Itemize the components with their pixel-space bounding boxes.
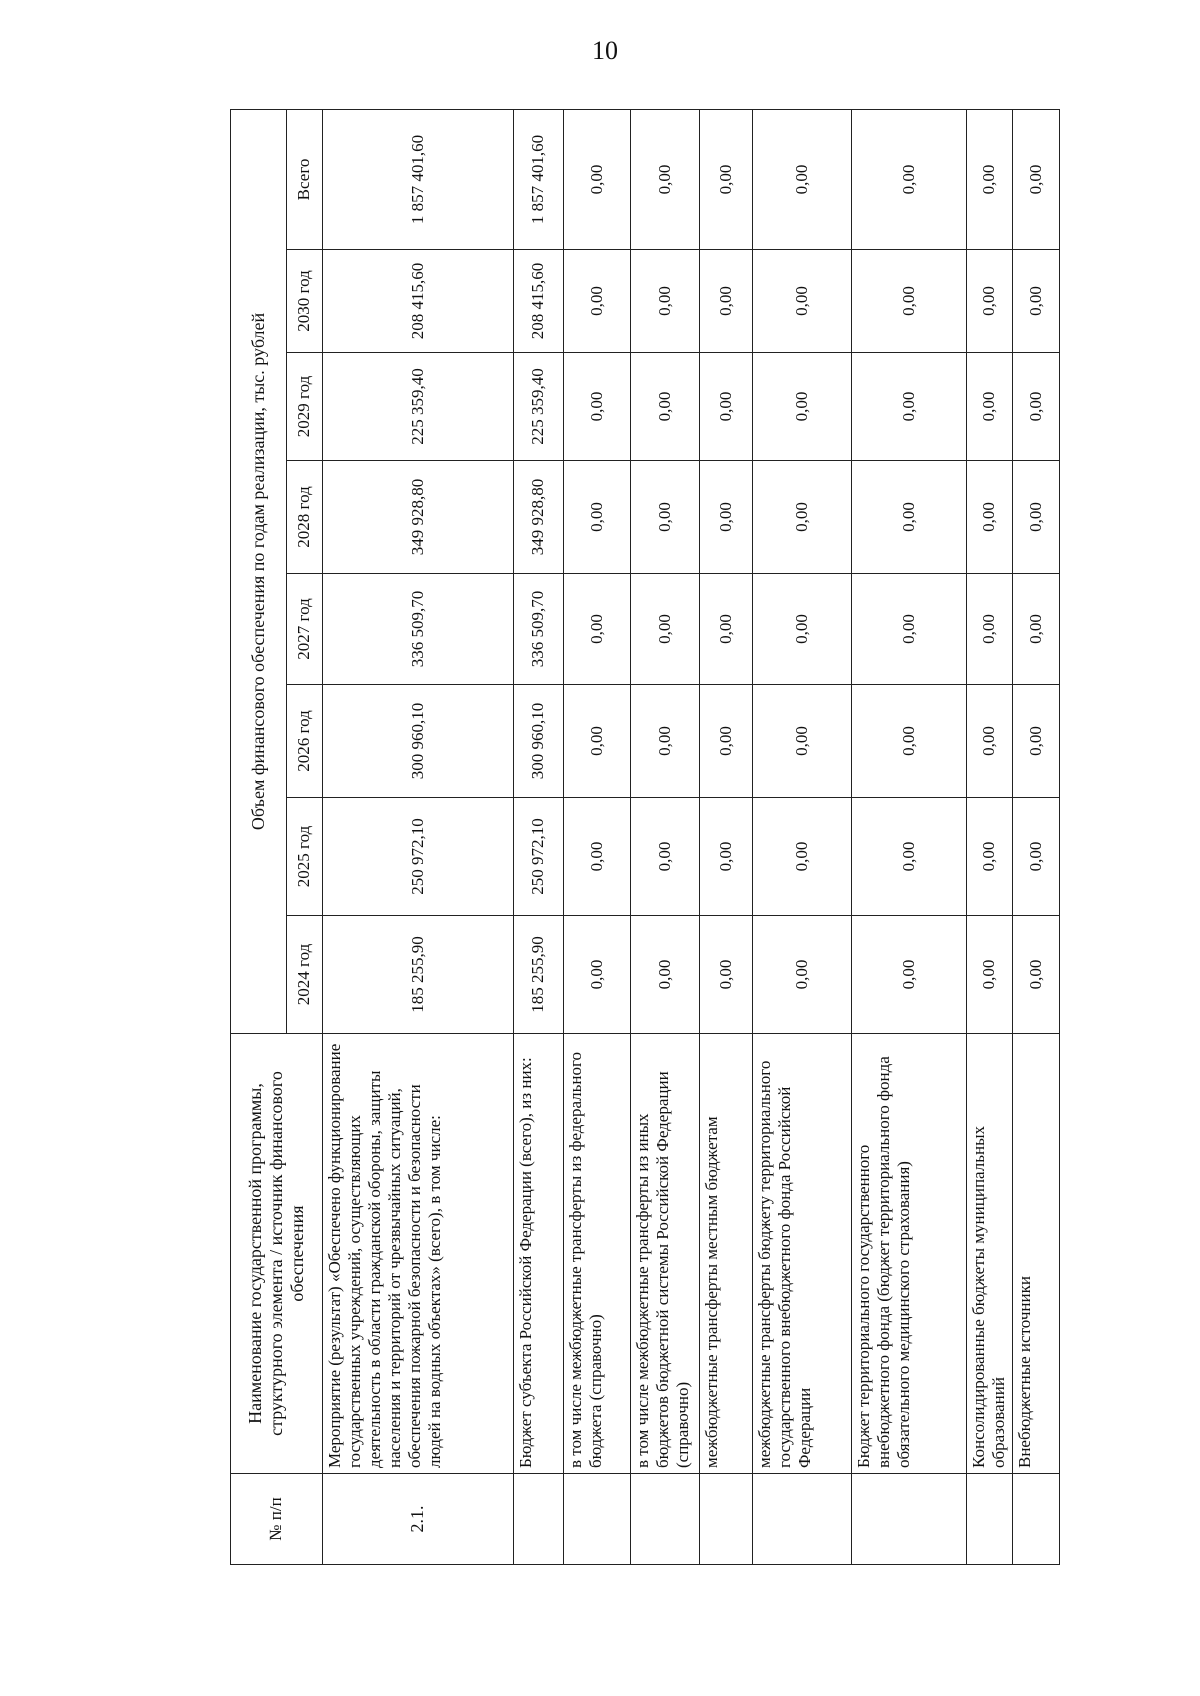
table-row [323, 109, 514, 1564]
row-value: 336 509,70 [323, 574, 514, 685]
row-value: 0,00 [966, 685, 1013, 798]
row-value: 185 255,90 [323, 916, 514, 1034]
row-number [1013, 1474, 1060, 1565]
row-value: 0,00 [1013, 250, 1060, 353]
row-value: 0,00 [852, 461, 967, 574]
table-row [1013, 109, 1060, 1564]
row-value: 0,00 [564, 461, 631, 574]
row-value: 0,00 [631, 353, 700, 461]
row-value: 0,00 [700, 109, 753, 249]
row-value: 0,00 [752, 685, 851, 798]
row-name: в том числе межбюджетные трансферты из иных бюджетов бюджетной системы Российской Федерации (справочно) [631, 1034, 700, 1474]
row-value: 0,00 [966, 353, 1013, 461]
row-value: 0,00 [700, 685, 753, 798]
row-number [700, 1474, 753, 1565]
table-row [752, 109, 851, 1564]
row-value: 0,00 [1013, 461, 1060, 574]
row-value: 300 960,10 [323, 685, 514, 798]
financing-table [230, 109, 1060, 1565]
row-value: 0,00 [752, 574, 851, 685]
header-year: 2025 год [287, 798, 323, 916]
table-row [631, 109, 700, 1564]
table-row [852, 109, 967, 1564]
row-value: 1 857 401,60 [323, 109, 514, 249]
header-year: Всего [287, 109, 323, 249]
row-number [966, 1474, 1013, 1565]
row-value: 0,00 [1013, 574, 1060, 685]
row-value: 0,00 [966, 916, 1013, 1034]
header-year: 2029 год [287, 353, 323, 461]
row-value: 0,00 [700, 916, 753, 1034]
row-value: 250 972,10 [513, 798, 564, 916]
row-value: 0,00 [1013, 109, 1060, 249]
header-name: Наименование государственной программы, структурного элемента / источник финансового обеспечения [231, 1034, 323, 1474]
row-value: 0,00 [564, 916, 631, 1034]
row-name: межбюджетные трансферты бюджету территориального государственного внебюджетного фонда Российской Федерации [752, 1034, 851, 1474]
row-name: Внебюджетные источники [1013, 1034, 1060, 1474]
row-value: 349 928,80 [513, 461, 564, 574]
row-value: 0,00 [852, 574, 967, 685]
row-value: 0,00 [752, 916, 851, 1034]
row-name: межбюджетные трансферты местным бюджетам [700, 1034, 753, 1474]
row-value: 349 928,80 [323, 461, 514, 574]
row-value: 0,00 [700, 250, 753, 353]
row-value: 0,00 [1013, 916, 1060, 1034]
row-value: 0,00 [700, 461, 753, 574]
row-value: 0,00 [966, 461, 1013, 574]
row-value: 0,00 [700, 574, 753, 685]
row-value: 208 415,60 [323, 250, 514, 353]
row-value: 0,00 [564, 353, 631, 461]
row-value: 0,00 [852, 353, 967, 461]
row-value: 0,00 [966, 109, 1013, 249]
row-value: 0,00 [752, 461, 851, 574]
row-name: Консолидированные бюджеты муниципальных образований [966, 1034, 1013, 1474]
row-number: 2.1. [323, 1474, 514, 1565]
header-financing-group: Объем финансового обеспечения по годам реализации, тыс. рублей [231, 109, 287, 1033]
row-number [564, 1474, 631, 1565]
header-year: 2024 год [287, 916, 323, 1034]
row-number [631, 1474, 700, 1565]
row-name: в том числе межбюджетные трансферты из федерального бюджета (справочно) [564, 1034, 631, 1474]
row-value: 0,00 [631, 798, 700, 916]
row-value: 0,00 [1013, 353, 1060, 461]
row-value: 185 255,90 [513, 916, 564, 1034]
row-value: 0,00 [564, 798, 631, 916]
row-number [852, 1474, 967, 1565]
row-value: 0,00 [564, 685, 631, 798]
row-value: 0,00 [852, 916, 967, 1034]
row-value: 0,00 [852, 685, 967, 798]
row-value: 0,00 [631, 461, 700, 574]
row-value: 0,00 [564, 574, 631, 685]
row-value: 208 415,60 [513, 250, 564, 353]
row-name: Бюджет территориального государственного внебюджетного фонда (бюджет территориального фонда обязательного медицинского страхования) [852, 1034, 967, 1474]
table-row [966, 109, 1013, 1564]
rotated-table-container [230, 110, 1060, 1565]
row-value: 0,00 [631, 109, 700, 249]
row-name: Бюджет субъекта Российской Федерации (всего), из них: [513, 1034, 564, 1474]
row-value: 0,00 [631, 916, 700, 1034]
row-value: 0,00 [564, 109, 631, 249]
row-value: 0,00 [631, 250, 700, 353]
row-value: 0,00 [966, 250, 1013, 353]
header-num: № п/п [231, 1474, 323, 1565]
row-value: 250 972,10 [323, 798, 514, 916]
row-value: 300 960,10 [513, 685, 564, 798]
row-value: 0,00 [1013, 685, 1060, 798]
page-number: 10 [592, 36, 618, 65]
row-value: 0,00 [752, 250, 851, 353]
row-number [513, 1474, 564, 1565]
row-value: 0,00 [564, 250, 631, 353]
row-value: 0,00 [1013, 798, 1060, 916]
row-value: 225 359,40 [513, 353, 564, 461]
header-year: 2026 год [287, 685, 323, 798]
row-value: 0,00 [631, 574, 700, 685]
table-row [700, 109, 753, 1564]
header-year: 2028 год [287, 461, 323, 574]
row-value: 1 857 401,60 [513, 109, 564, 249]
header-year: 2027 год [287, 574, 323, 685]
row-value: 0,00 [852, 109, 967, 249]
row-value: 225 359,40 [323, 353, 514, 461]
row-value: 0,00 [631, 685, 700, 798]
row-value: 0,00 [700, 353, 753, 461]
row-value: 0,00 [700, 798, 753, 916]
row-value: 0,00 [752, 798, 851, 916]
header-year: 2030 год [287, 250, 323, 353]
row-value: 0,00 [852, 250, 967, 353]
row-value: 0,00 [852, 798, 967, 916]
row-name: Мероприятие (результат) «Обеспечено функционирование государственных учреждений, осуществляющих деятельность в области гражданской обороны, защиты населения и территорий от чрезвычайных ситуаций, обеспечения пожарной безопасности и безопасности людей на водных объектах» (всего), в том числе: [323, 1034, 514, 1474]
row-value: 0,00 [966, 574, 1013, 685]
table-row [564, 109, 631, 1564]
row-value: 0,00 [752, 109, 851, 249]
row-value: 336 509,70 [513, 574, 564, 685]
table-row [513, 109, 564, 1564]
row-value: 0,00 [966, 798, 1013, 916]
row-value: 0,00 [752, 353, 851, 461]
row-number [752, 1474, 851, 1565]
